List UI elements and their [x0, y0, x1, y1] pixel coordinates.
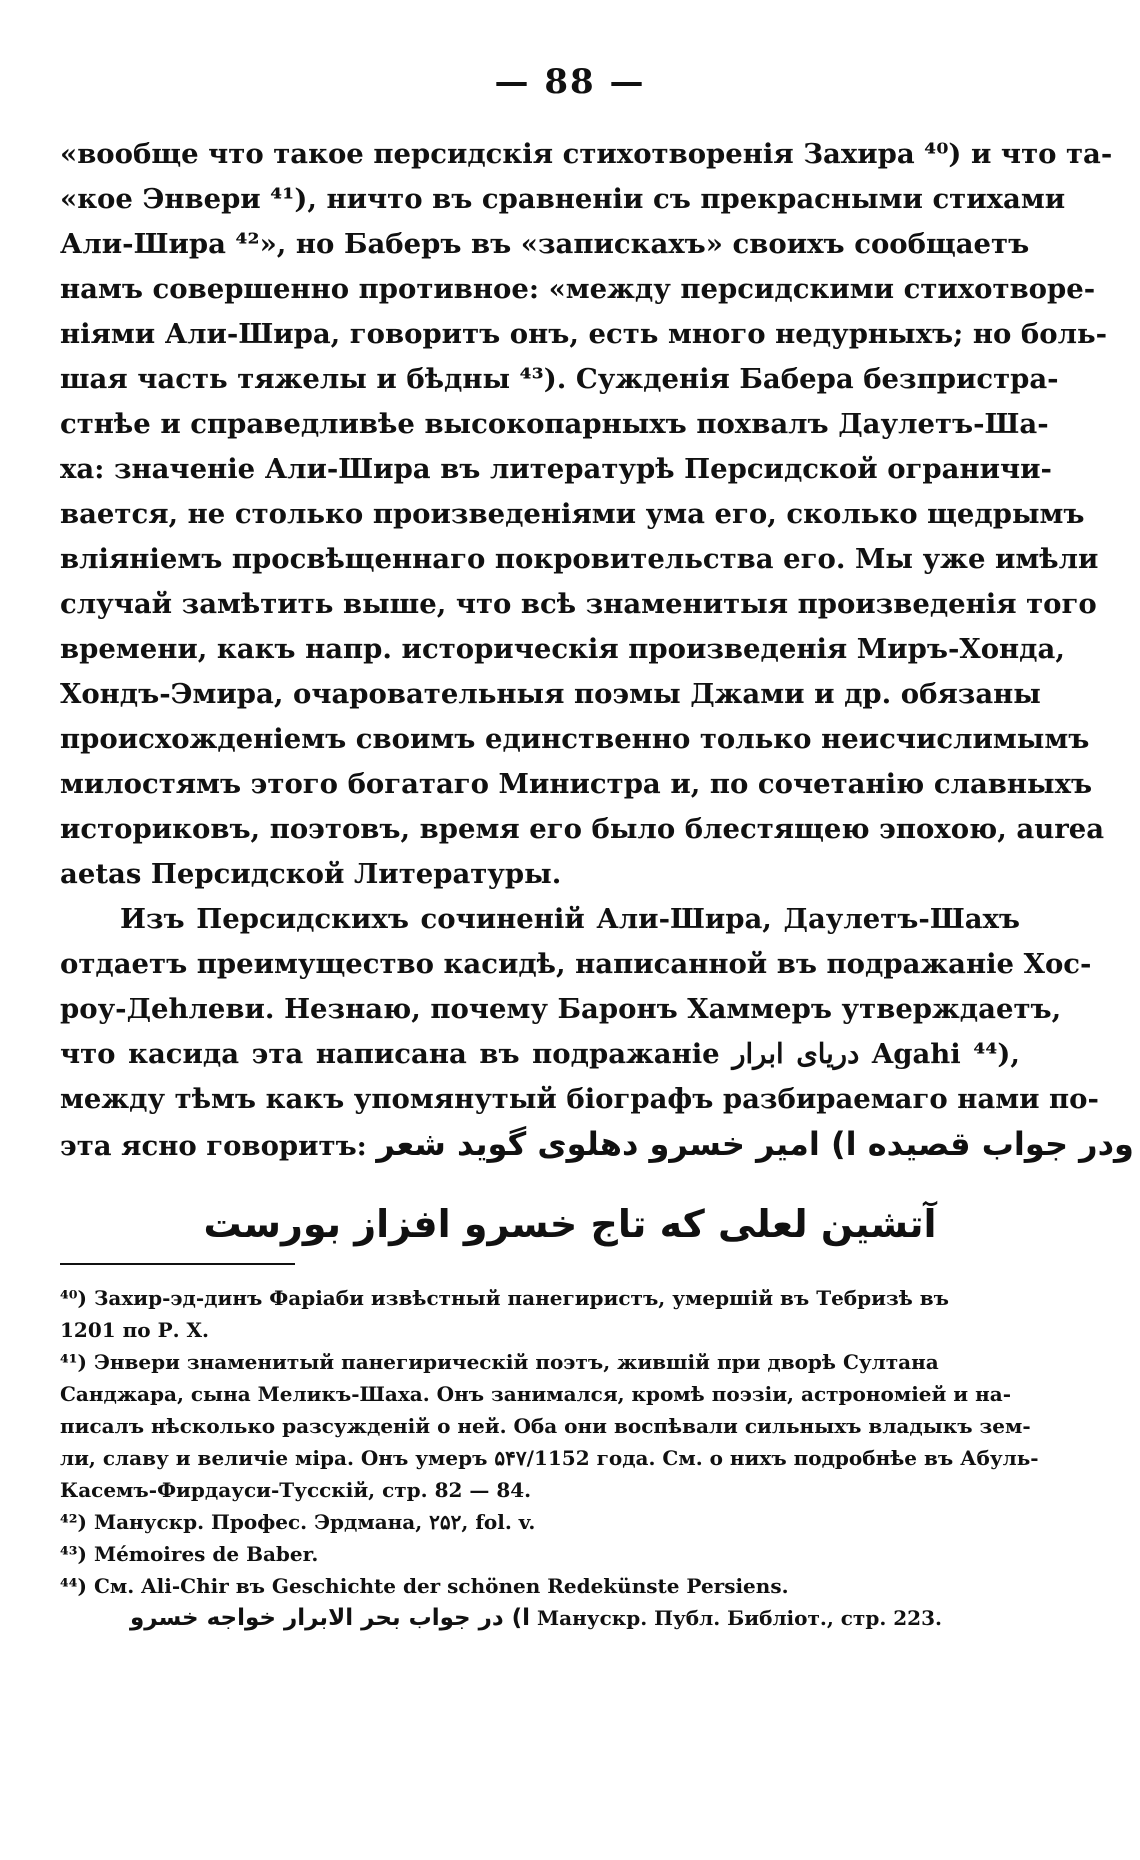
- persian-verse: آتشین لعلی که تاج خسرو افزاز بورست: [203, 1202, 937, 1246]
- footnote-line: 1201 по Р. Х.: [60, 1318, 210, 1342]
- footnote-divider: [60, 1263, 295, 1265]
- text-line: вліяніемъ просвѣщеннаго покровительства его. Мы уже имѣли: [60, 543, 1099, 575]
- footnote-line: ли, славу и величіе міра. Онъ умеръ ۵۴۷/1152 года. См. о нихъ подробнѣе въ Абуль-: [60, 1446, 1039, 1470]
- footnote-line: Касемъ-Фирдауси-Тусскій, стр. 82 — 84.: [60, 1478, 532, 1502]
- page-number: — 88 —: [494, 62, 646, 102]
- text-line: милостямъ этого богатаго Министра и, по сочетанію славныхъ: [60, 768, 1093, 800]
- text-line: шая часть тяжелы и бѣдны ⁴³). Сужденія Бабера безпристра-: [60, 363, 1059, 395]
- text-segment: эта ясно говоритъ:: [60, 1130, 367, 1162]
- footnote-persian-text: ا) در جواب بحر الابرار خواجه خسرو: [130, 1605, 531, 1631]
- text-line: «кое Энвери ⁴¹), ничто въ сравненіи съ прекрасными стихами: [60, 183, 1066, 215]
- text-line: между тѣмъ какъ упомянутый біографъ разбираемаго нами по-: [60, 1083, 1099, 1115]
- text-line: «вообще что такое персидскія стихотворенія Захира ⁴⁰) и что та-: [60, 138, 1113, 170]
- text-line: Хондъ-Эмира, очаровательныя поэмы Джами и др. обязаны: [60, 678, 1041, 710]
- text-line: стнѣе и справедливѣе высокопарныхъ похвалъ Даулетъ-Ша-: [60, 408, 1049, 440]
- footnote-line: Санджара, сына Меликъ-Шаха. Онъ занимался, кромѣ поэзіи, астрономіей и на-: [60, 1382, 1012, 1406]
- text-line: ніями Али-Шира, говоритъ онъ, есть много недурныхъ; но боль-: [60, 318, 1108, 350]
- footnote-persian-line: [60, 1602, 1020, 1634]
- footnote-source: Манускр. Публ. Библіот., стр. 223.: [537, 1606, 942, 1630]
- text-line: ха: значеніе Али-Шира въ литературѣ Персидской ограничи-: [60, 453, 1052, 485]
- footnote-line: ⁴²) Манускр. Профес. Эрдмана, ۲۵۲, fol. v.: [60, 1510, 536, 1534]
- text-line: намъ совершенно противное: «между персидскими стихотворе-: [60, 273, 1096, 305]
- footnote-line: ⁴⁰) Захир-эд-динъ Фаріаби извѣстный панегиристъ, умершій въ Тебризѣ въ: [60, 1286, 949, 1310]
- footnote-line: ⁴¹) Энвери знаменитый панегирическій поэтъ, жившій при дворѣ Султана: [60, 1350, 939, 1374]
- footnote-line: ⁴⁴) См. Ali-Chir въ Geschichte der schönen Redekünste Persiens.: [60, 1574, 789, 1598]
- text-line: что касида эта написана въ подражаніе دریای ابرار Agahi ⁴⁴),: [60, 1038, 1020, 1070]
- text-line: времени, какъ напр. историческія произведенія Миръ-Хонда,: [60, 633, 1065, 665]
- text-line: историковъ, поэтовъ, время его было блестящею эпохою, aurea: [60, 813, 1105, 845]
- text-line: вается, не столько произведеніями ума его, сколько щедрымъ: [60, 498, 1085, 530]
- text-line: Али-Шира ⁴²», но Баберъ въ «запискахъ» своихъ сообщаетъ: [60, 228, 1030, 260]
- footnote-line: ⁴³) Mémoires de Baber.: [60, 1542, 319, 1566]
- paragraph-start-line: Изъ Персидскихъ сочиненій Али-Шира, Даулетъ-Шахъ: [120, 903, 1020, 935]
- text-line: aetas Персидской Литературы.: [60, 858, 562, 890]
- text-line-with-persian: [60, 1122, 1134, 1169]
- main-text: [60, 132, 1134, 1169]
- text-line: отдаетъ преимущество касидѣ, написанной въ подражаніе Хос-: [60, 948, 1092, 980]
- text-line: случай замѣтить выше, что всѣ знаменитыя произведенія того: [60, 588, 1097, 620]
- text-line: происхожденіемъ своимъ единственно только неисчислимымъ: [60, 723, 1090, 755]
- footnote-line: писалъ нѣсколько разсужденій о ней. Оба они воспѣвали сильныхъ владыкъ зем-: [60, 1414, 1031, 1438]
- footnotes: [60, 1282, 1039, 1634]
- text-line: роу-Деһлеви. Незнаю, почему Баронъ Хаммеръ утверждаетъ,: [60, 993, 1062, 1025]
- persian-inline-quote: ودر جواب قصیده ا) امیر خسرو دهلوی گوید شعر: [376, 1125, 1134, 1163]
